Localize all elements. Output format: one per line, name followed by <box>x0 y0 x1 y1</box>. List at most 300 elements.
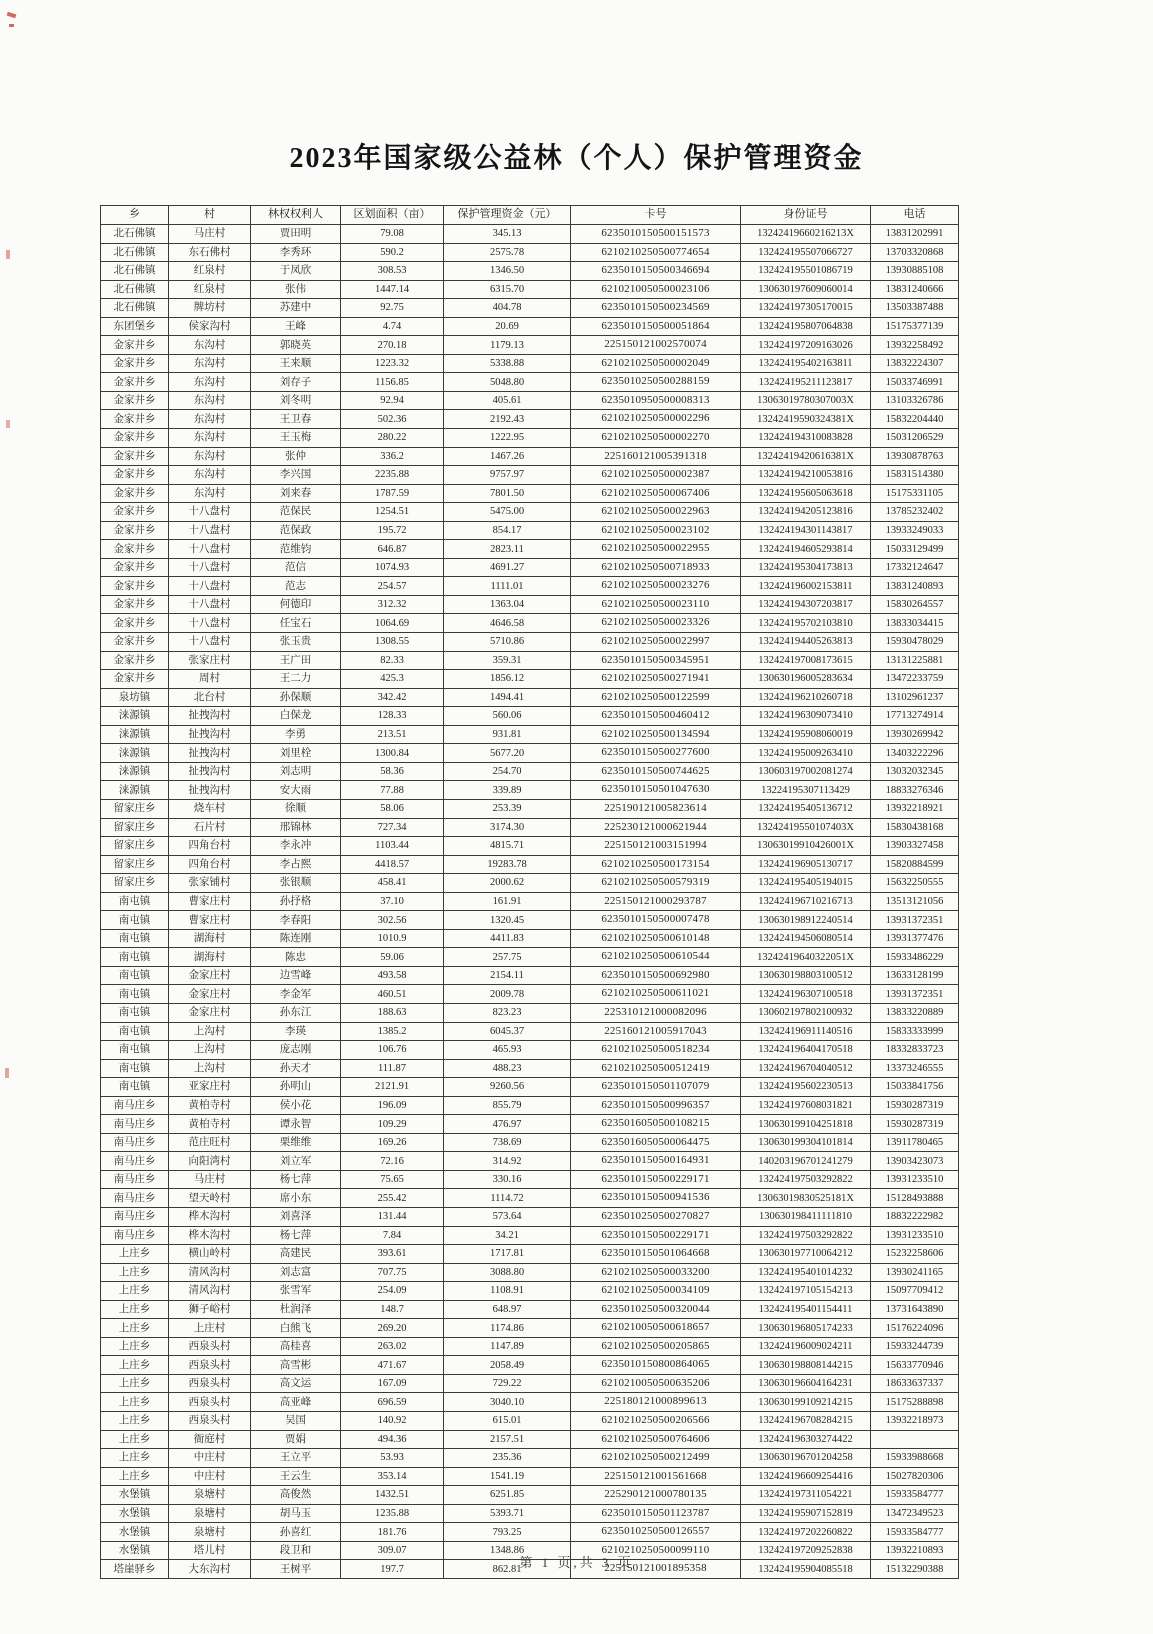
table-cell: 南屯镇 <box>101 1059 169 1078</box>
table-cell: 1111.01 <box>444 577 571 596</box>
table-cell: 405.61 <box>444 391 571 410</box>
table-cell: 张家铺村 <box>169 874 251 893</box>
table-row <box>101 1263 959 1282</box>
table-cell: 132424196708284215 <box>741 1412 871 1431</box>
table-cell: 上庄乡 <box>101 1319 169 1338</box>
table-cell: 6235010150501123787 <box>571 1504 741 1523</box>
table-cell: 132424196404170518 <box>741 1041 871 1060</box>
table-cell: 312.32 <box>341 595 444 614</box>
table-cell: 15933244739 <box>871 1337 959 1356</box>
table-cell: 上庄乡 <box>101 1300 169 1319</box>
table-cell: 胡马玉 <box>251 1504 341 1523</box>
table-cell: 132424197008173615 <box>741 651 871 670</box>
table-cell: 孙喜红 <box>251 1523 341 1542</box>
table-cell: 13931233510 <box>871 1226 959 1245</box>
table-cell: 上沟村 <box>169 1041 251 1060</box>
table-cell: 6210210250500022963 <box>571 503 741 522</box>
column-header: 电话 <box>871 206 959 225</box>
table-cell: 张玉贵 <box>251 633 341 652</box>
table-cell: 132424195908060019 <box>741 725 871 744</box>
table-cell: 345.13 <box>444 225 571 244</box>
table-cell: 金家井乡 <box>101 558 169 577</box>
table-cell: 254.57 <box>341 577 444 596</box>
table-row <box>101 985 959 1004</box>
table-cell: 6210210250500764606 <box>571 1430 741 1449</box>
table-cell: 225150121002570074 <box>571 336 741 355</box>
table-row <box>101 391 959 410</box>
table-cell: 13472233759 <box>871 670 959 689</box>
table-cell: 130630196604164231 <box>741 1374 871 1393</box>
table-cell: 清风沟村 <box>169 1263 251 1282</box>
table-cell: 225190121005823614 <box>571 799 741 818</box>
table-cell: 5393.71 <box>444 1504 571 1523</box>
table-cell: 225230121000621944 <box>571 818 741 837</box>
table-cell: 13932218973 <box>871 1412 959 1431</box>
table-cell: 1235.88 <box>341 1504 444 1523</box>
table-cell: 曹家庄村 <box>169 911 251 930</box>
table-cell: 13242419420616381X <box>741 447 871 466</box>
table-cell: 225150121003151994 <box>571 837 741 856</box>
table-cell: 15820884599 <box>871 855 959 874</box>
table-cell: 上庄乡 <box>101 1449 169 1468</box>
table-cell: 张雪军 <box>251 1282 341 1301</box>
table-cell: 131.44 <box>341 1207 444 1226</box>
table-cell: 6235010150500345951 <box>571 651 741 670</box>
table-cell: 高建民 <box>251 1245 341 1264</box>
table-cell: 130630198803100512 <box>741 966 871 985</box>
table-row <box>101 948 959 967</box>
table-cell: 254.09 <box>341 1282 444 1301</box>
table-row <box>101 1467 959 1486</box>
table-cell: 132424196210260718 <box>741 688 871 707</box>
column-header: 区划面积（亩） <box>341 206 444 225</box>
table-cell: 13472349523 <box>871 1504 959 1523</box>
table-cell: 1385.2 <box>341 1022 444 1041</box>
table-cell: 1103.44 <box>341 837 444 856</box>
table-cell: 6210210250500002387 <box>571 466 741 485</box>
table-cell: 石片村 <box>169 818 251 837</box>
table-cell: 南屯镇 <box>101 985 169 1004</box>
table-cell: 6235010150501107079 <box>571 1078 741 1097</box>
table-cell: 6235010150800864065 <box>571 1356 741 1375</box>
table-cell: 1447.14 <box>341 280 444 299</box>
table-cell: 席小东 <box>251 1189 341 1208</box>
table-cell: 湖海村 <box>169 929 251 948</box>
table-cell: 1074.93 <box>341 558 444 577</box>
table-cell: 13063019830525181X <box>741 1189 871 1208</box>
table-cell: 13242419660216213X <box>741 225 871 244</box>
table-cell: 109.29 <box>341 1115 444 1134</box>
table-row <box>101 762 959 781</box>
table-cell: 648.97 <box>444 1300 571 1319</box>
table-cell: 132424197503292822 <box>741 1170 871 1189</box>
table-cell: 931.81 <box>444 725 571 744</box>
table-row <box>101 336 959 355</box>
table-cell: 13930241165 <box>871 1263 959 1282</box>
table-cell: 6210210250500205865 <box>571 1337 741 1356</box>
table-cell: 111.87 <box>341 1059 444 1078</box>
table-row <box>101 1300 959 1319</box>
table-cell: 269.20 <box>341 1319 444 1338</box>
table-cell: 696.59 <box>341 1393 444 1412</box>
table-cell: 738.69 <box>444 1133 571 1152</box>
table-cell: 15930287319 <box>871 1096 959 1115</box>
table-row <box>101 595 959 614</box>
table-cell: 132424194310083828 <box>741 429 871 448</box>
table-cell: 225150121001895358 <box>571 1560 741 1579</box>
table-cell: 646.87 <box>341 540 444 559</box>
table-cell: 孙东江 <box>251 1003 341 1022</box>
table-cell: 金家井乡 <box>101 521 169 540</box>
table-cell: 东石佛村 <box>169 243 251 262</box>
table-cell: 狮子峪村 <box>169 1300 251 1319</box>
table-cell: 四角台村 <box>169 837 251 856</box>
table-cell: 6210210250500023110 <box>571 595 741 614</box>
table-cell: 十八盘村 <box>169 633 251 652</box>
table-cell: 东沟村 <box>169 373 251 392</box>
table-cell: 留家庄乡 <box>101 874 169 893</box>
table-cell: 132424197305170015 <box>741 299 871 318</box>
table-cell: 13242419640322051X <box>741 948 871 967</box>
table-cell: 13831202991 <box>871 225 959 244</box>
table-cell: 1010.9 <box>341 929 444 948</box>
table-cell: 225160121005917043 <box>571 1022 741 1041</box>
table-cell: 3174.30 <box>444 818 571 837</box>
table-cell: 贾田明 <box>251 225 341 244</box>
table-cell: 金家井乡 <box>101 429 169 448</box>
table-row <box>101 447 959 466</box>
table-cell: 130630199304101814 <box>741 1133 871 1152</box>
table-cell: 359.31 <box>444 651 571 670</box>
table-cell: 6235010250500288159 <box>571 373 741 392</box>
table-cell: 132424196704040512 <box>741 1059 871 1078</box>
table-cell: 15175288898 <box>871 1393 959 1412</box>
table-row <box>101 1393 959 1412</box>
table-cell: 2575.78 <box>444 243 571 262</box>
table-cell: 6210210250500206566 <box>571 1412 741 1431</box>
table-cell: 3040.10 <box>444 1393 571 1412</box>
table-cell: 197.7 <box>341 1560 444 1579</box>
table-cell: 段卫和 <box>251 1541 341 1560</box>
table-cell: 34.21 <box>444 1226 571 1245</box>
table-cell: 南屯镇 <box>101 911 169 930</box>
table-cell: 大东沟村 <box>169 1560 251 1579</box>
table-cell: 1223.32 <box>341 354 444 373</box>
table-cell: 59.06 <box>341 948 444 967</box>
table-cell: 1856.12 <box>444 670 571 689</box>
table-cell: 15175331105 <box>871 484 959 503</box>
table-cell: 刘立军 <box>251 1152 341 1171</box>
table-cell: 6210210250500774654 <box>571 243 741 262</box>
table-row <box>101 799 959 818</box>
table-cell: 金家庄村 <box>169 1003 251 1022</box>
table-cell: 金家井乡 <box>101 447 169 466</box>
table-cell: 254.70 <box>444 762 571 781</box>
table-cell: 北石佛镇 <box>101 262 169 281</box>
table-row <box>101 1245 959 1264</box>
table-cell: 西泉头村 <box>169 1374 251 1393</box>
table-row <box>101 1412 959 1431</box>
table-cell: 杜润泽 <box>251 1300 341 1319</box>
table-cell: 15933988668 <box>871 1449 959 1468</box>
table-cell: 李金军 <box>251 985 341 1004</box>
table-cell: 6210210050500023106 <box>571 280 741 299</box>
table-cell: 13242419550107403X <box>741 818 871 837</box>
table-cell: 13931372351 <box>871 911 959 930</box>
table-cell: 6235010250500126557 <box>571 1523 741 1542</box>
table-cell: 水堡镇 <box>101 1541 169 1560</box>
table-cell: 6235010150500051864 <box>571 317 741 336</box>
table-cell: 13932258492 <box>871 336 959 355</box>
table-cell: 谭永智 <box>251 1115 341 1134</box>
table-cell: 132424196309073410 <box>741 707 871 726</box>
table-cell: 15033129499 <box>871 540 959 559</box>
table-cell: 458.41 <box>341 874 444 893</box>
table-cell: 13903327458 <box>871 837 959 856</box>
table-cell: 1174.86 <box>444 1319 571 1338</box>
table-row <box>101 1374 959 1393</box>
table-cell: 吴国 <box>251 1412 341 1431</box>
table-cell: 4418.57 <box>341 855 444 874</box>
table-cell: 范维钧 <box>251 540 341 559</box>
table-cell: 2157.51 <box>444 1430 571 1449</box>
table-cell: 2121.91 <box>341 1078 444 1097</box>
table-cell: 353.14 <box>341 1467 444 1486</box>
table-cell: 北石佛镇 <box>101 225 169 244</box>
table-cell: 1717.81 <box>444 1245 571 1264</box>
table-cell: 北石佛镇 <box>101 280 169 299</box>
table-cell: 5338.88 <box>444 354 571 373</box>
table-cell: 东沟村 <box>169 484 251 503</box>
table-cell: 225150121001561668 <box>571 1467 741 1486</box>
table-cell: 13373246555 <box>871 1059 959 1078</box>
table-cell: 6210210250500271941 <box>571 670 741 689</box>
table-cell: 1156.85 <box>341 373 444 392</box>
table-cell: 130630199104251818 <box>741 1115 871 1134</box>
table-cell: 132424194307203817 <box>741 595 871 614</box>
table-cell: 15033746991 <box>871 373 959 392</box>
scan-artifact <box>9 24 14 27</box>
table-cell: 2009.78 <box>444 985 571 1004</box>
table-cell: 130630198912240514 <box>741 911 871 930</box>
table-cell: 15930287319 <box>871 1115 959 1134</box>
table-cell: 727.34 <box>341 818 444 837</box>
table-cell: 孙天才 <box>251 1059 341 1078</box>
table-cell: 金家井乡 <box>101 503 169 522</box>
table-cell: 18833276346 <box>871 781 959 800</box>
table-row <box>101 466 959 485</box>
table-cell: 张仲 <box>251 447 341 466</box>
table-cell: 460.51 <box>341 985 444 1004</box>
table-cell: 王树平 <box>251 1560 341 1579</box>
table-row <box>101 262 959 281</box>
table-cell: 225290121000780135 <box>571 1486 741 1505</box>
table-cell: 金家井乡 <box>101 410 169 429</box>
table-cell: 13831240893 <box>871 577 959 596</box>
table-row <box>101 614 959 633</box>
table-cell: 13911780465 <box>871 1133 959 1152</box>
table-cell: 17713274914 <box>871 707 959 726</box>
table-cell: 6315.70 <box>444 280 571 299</box>
table-cell: 6235010150500744625 <box>571 762 741 781</box>
table-row <box>101 929 959 948</box>
table-cell: 李秀环 <box>251 243 341 262</box>
table-cell: 132424197105154213 <box>741 1282 871 1301</box>
table-cell: 南屯镇 <box>101 1022 169 1041</box>
table-row <box>101 1078 959 1097</box>
table-cell: 15176224096 <box>871 1319 959 1338</box>
table-cell: 2000.62 <box>444 874 571 893</box>
table-cell: 6251.85 <box>444 1486 571 1505</box>
table-cell: 15232258606 <box>871 1245 959 1264</box>
table-cell: 729.22 <box>444 1374 571 1393</box>
table-cell: 刘存子 <box>251 373 341 392</box>
table-cell: 涞源镇 <box>101 707 169 726</box>
table-cell: 130630197609060014 <box>741 280 871 299</box>
table-cell: 上庄乡 <box>101 1356 169 1375</box>
table-cell: 邢锦林 <box>251 818 341 837</box>
table-cell: 132424195211123817 <box>741 373 871 392</box>
table-cell: 263.02 <box>341 1337 444 1356</box>
table-cell: 132424195602230513 <box>741 1078 871 1097</box>
table-cell: 金家井乡 <box>101 670 169 689</box>
table-cell: 132424195405136712 <box>741 799 871 818</box>
table-cell: 南屯镇 <box>101 892 169 911</box>
table-cell: 东团堡乡 <box>101 317 169 336</box>
table-row <box>101 484 959 503</box>
table-cell: 中庄村 <box>169 1467 251 1486</box>
table-cell: 6235010150501047630 <box>571 781 741 800</box>
table-cell: 东沟村 <box>169 391 251 410</box>
table-cell: 周村 <box>169 670 251 689</box>
table-cell: 红泉村 <box>169 262 251 281</box>
table-cell: 王广田 <box>251 651 341 670</box>
table-cell: 6210210250500173154 <box>571 855 741 874</box>
table-cell: 金家井乡 <box>101 595 169 614</box>
table-cell: 128.33 <box>341 707 444 726</box>
table-cell: 牌坊村 <box>169 299 251 318</box>
table-cell: 15933584777 <box>871 1486 959 1505</box>
table-cell: 泉塘村 <box>169 1504 251 1523</box>
table-cell: 上庄乡 <box>101 1412 169 1431</box>
table-cell: 高桂喜 <box>251 1337 341 1356</box>
table-row <box>101 633 959 652</box>
table-cell: 1346.50 <box>444 262 571 281</box>
table-cell: 涞源镇 <box>101 725 169 744</box>
table-cell: 塔儿村 <box>169 1541 251 1560</box>
table-cell: 132424194605293814 <box>741 540 871 559</box>
table-cell: 15027820306 <box>871 1467 959 1486</box>
table-cell: 上庄村 <box>169 1319 251 1338</box>
column-header: 林权权利人 <box>251 206 341 225</box>
table-cell: 上庄乡 <box>101 1337 169 1356</box>
table-cell: 132424197608031821 <box>741 1096 871 1115</box>
table-row <box>101 280 959 299</box>
table-cell: 253.39 <box>444 799 571 818</box>
column-header: 村 <box>169 206 251 225</box>
table-cell: 留家庄乡 <box>101 855 169 874</box>
table-cell: 270.18 <box>341 336 444 355</box>
table-cell: 493.58 <box>341 966 444 985</box>
table-cell: 1432.51 <box>341 1486 444 1505</box>
table-row <box>101 1207 959 1226</box>
table-cell: 167.09 <box>341 1374 444 1393</box>
table-row <box>101 1022 959 1041</box>
table-cell: 18633637337 <box>871 1374 959 1393</box>
table-row <box>101 1115 959 1134</box>
table-cell: 6210210250500002049 <box>571 354 741 373</box>
table-cell: 向阳湾村 <box>169 1152 251 1171</box>
table-cell: 衙庭村 <box>169 1430 251 1449</box>
scan-artifact <box>7 12 17 19</box>
table-cell: 金家井乡 <box>101 466 169 485</box>
table-cell: 金家庄村 <box>169 966 251 985</box>
table-row <box>101 966 959 985</box>
table-cell: 854.17 <box>444 521 571 540</box>
table-cell: 140203196701241279 <box>741 1152 871 1171</box>
table-cell: 132424195402163811 <box>741 354 871 373</box>
table-cell: 6210210250500122599 <box>571 688 741 707</box>
table-cell: 郭晓英 <box>251 336 341 355</box>
table-cell: 涞源镇 <box>101 781 169 800</box>
table-cell: 92.75 <box>341 299 444 318</box>
table-cell: 东沟村 <box>169 354 251 373</box>
table-cell: 扯拽沟村 <box>169 781 251 800</box>
table-cell: 13833220889 <box>871 1003 959 1022</box>
table-cell: 15097709412 <box>871 1282 959 1301</box>
table-cell: 13931233510 <box>871 1170 959 1189</box>
table-cell: 15933486229 <box>871 948 959 967</box>
table-cell: 132424196307100518 <box>741 985 871 1004</box>
table-row <box>101 1356 959 1375</box>
table-cell: 132424195605063618 <box>741 484 871 503</box>
table-cell: 南屯镇 <box>101 929 169 948</box>
table-cell: 十八盘村 <box>169 558 251 577</box>
table-cell: 桦木沟村 <box>169 1226 251 1245</box>
table-body <box>101 225 959 1579</box>
table-cell: 孙抒格 <box>251 892 341 911</box>
table-row <box>101 1189 959 1208</box>
table-cell: 庞志刚 <box>251 1041 341 1060</box>
table-cell: 贾娟 <box>251 1430 341 1449</box>
table-cell: 杨七萍 <box>251 1226 341 1245</box>
table-row <box>101 1504 959 1523</box>
fund-table <box>100 205 959 1579</box>
table-cell: 王立平 <box>251 1449 341 1468</box>
table-cell: 6210210250500611021 <box>571 985 741 1004</box>
scan-artifact <box>5 1068 9 1078</box>
table-cell: 十八盘村 <box>169 595 251 614</box>
table-cell: 13063019780307003X <box>741 391 871 410</box>
table-cell: 王玉梅 <box>251 429 341 448</box>
table-cell: 陈连刚 <box>251 929 341 948</box>
table-cell: 20.69 <box>444 317 571 336</box>
table-cell: 十八盘村 <box>169 614 251 633</box>
table-row <box>101 688 959 707</box>
table-row <box>101 1003 959 1022</box>
table-cell: 13903423073 <box>871 1152 959 1171</box>
table-row <box>101 558 959 577</box>
table-cell: 6210210250500212499 <box>571 1449 741 1468</box>
table-row <box>101 540 959 559</box>
table-cell: 孙保顺 <box>251 688 341 707</box>
table-cell: 栗维维 <box>251 1133 341 1152</box>
table-cell: 6235010150500229171 <box>571 1170 741 1189</box>
table-cell: 亚家庄村 <box>169 1078 251 1097</box>
table-cell: 6210210050500618657 <box>571 1319 741 1338</box>
table-cell: 2154.11 <box>444 966 571 985</box>
table-cell: 4.74 <box>341 317 444 336</box>
